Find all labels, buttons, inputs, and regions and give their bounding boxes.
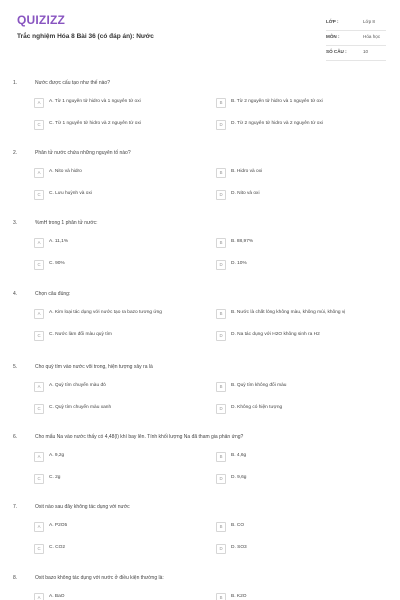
option-text: C. CO2 — [49, 545, 65, 550]
option-letter: B — [216, 309, 226, 319]
option-letter: A — [34, 522, 44, 532]
option-letter: B — [216, 593, 226, 600]
option-text: C. 2g — [49, 475, 61, 480]
option-letter: B — [216, 382, 226, 392]
option-text: A. Quỳ tím chuyển màu đỏ — [49, 383, 106, 388]
option-letter: B — [216, 98, 226, 108]
option-text: B. CO — [231, 523, 245, 528]
option-letter: C — [34, 190, 44, 200]
meta-value: 10 — [363, 49, 369, 54]
option-text: D. 9,6g — [231, 475, 247, 480]
option-letter: C — [34, 260, 44, 270]
option-letter: D — [216, 544, 226, 554]
question-text: Oxit nào sau đây không tác dụng với nước — [35, 504, 130, 510]
question-text: Phân tử nước chứa những nguyên tố nào? — [35, 150, 131, 156]
question-2 — [0, 150, 400, 220]
option-letter: A — [34, 238, 44, 248]
question-number: 3. — [13, 220, 18, 226]
option-text: C. Quỳ tím chuyển màu xanh — [49, 405, 112, 410]
meta-class — [326, 16, 386, 31]
option-letter: D — [216, 120, 226, 130]
meta-count — [326, 46, 386, 61]
option-letter: B — [216, 238, 226, 248]
option-text: A. Từ 1 nguyên tử hidro và 1 nguyên tử oxi — [49, 99, 141, 104]
option-text: D. SO3 — [231, 545, 247, 550]
meta-subject — [326, 31, 386, 46]
option-text: A. 9,2g — [49, 453, 65, 458]
quizizz-logo: QUIZIZZ — [17, 13, 66, 27]
question-number: 4. — [13, 291, 18, 297]
question-text: Chọn câu đúng: — [35, 291, 71, 297]
option-letter: D — [216, 331, 226, 341]
question-number: 5. — [13, 364, 18, 370]
option-text: D. 10% — [231, 261, 247, 266]
option-text: B. 88,97% — [231, 239, 254, 244]
option-letter: A — [34, 382, 44, 392]
option-text: C. 90% — [49, 261, 65, 266]
option-text: C. Nước làm đổi màu quỳ tím — [49, 332, 112, 337]
option-text: A. 11,1% — [49, 239, 69, 244]
option-letter: A — [34, 168, 44, 178]
option-text: B. 4,6g — [231, 453, 247, 458]
option-text: A. Kim loại tác dụng với nước tạo ra bazo tương ứng — [49, 310, 162, 315]
option-text: C. Từ 1 nguyên tử hidro và 2 nguyên tử oxi — [49, 121, 141, 126]
question-5 — [0, 364, 400, 434]
page-title: Trắc nghiệm Hóa 8 Bài 36 (có đáp án): Nước — [17, 33, 154, 40]
quiz-meta — [326, 16, 386, 61]
question-text: Cho mẩu Na vào nước thấy có 4,48(l) khí bay lên. Tính khối lượng Na đã tham gia phản ứng? — [35, 434, 244, 440]
question-6 — [0, 434, 400, 504]
option-letter: B — [216, 452, 226, 462]
question-text: Cho quỳ tím vào nước vôi trong, hiện tượng xảy ra là — [35, 364, 153, 370]
question-3 — [0, 220, 400, 290]
option-text: A. Nito và hidro — [49, 169, 82, 174]
meta-label: SỐ CÂU : — [326, 49, 347, 54]
question-number: 1. — [13, 80, 18, 86]
option-text: D. Na tác dụng với H2O không sinh ra H2 — [231, 332, 320, 337]
question-1 — [0, 80, 400, 150]
option-letter: C — [34, 404, 44, 414]
question-8 — [0, 575, 400, 600]
option-letter: C — [34, 120, 44, 130]
option-letter: C — [34, 544, 44, 554]
option-letter: B — [216, 168, 226, 178]
option-text: D. Nito và oxi — [231, 191, 260, 196]
question-text: Oxit bazo không tác dụng với nước ở điều kiện thường là: — [35, 575, 164, 581]
meta-label: LỚP : — [326, 19, 339, 24]
question-text: %mH trong 1 phân tử nước: — [35, 220, 98, 226]
option-letter: D — [216, 474, 226, 484]
option-text: D. Từ 2 nguyên tử hidro và 2 nguyên tử oxi — [231, 121, 323, 126]
question-7 — [0, 504, 400, 574]
meta-label: MÔN : — [326, 34, 340, 39]
option-letter: A — [34, 98, 44, 108]
meta-value: Hóa học — [363, 34, 381, 39]
option-text: B. K2O — [231, 594, 247, 599]
option-letter: C — [34, 331, 44, 341]
option-text: D. Không có hiện tượng — [231, 405, 283, 410]
option-letter: D — [216, 404, 226, 414]
question-number: 7. — [13, 504, 18, 510]
option-letter: A — [34, 593, 44, 600]
option-text: C. Lưu huỳnh và oxi — [49, 191, 92, 196]
option-text: A. P2O5 — [49, 523, 68, 528]
option-letter: A — [34, 309, 44, 319]
question-text: Nước được cấu tạo như thế nào? — [35, 80, 110, 86]
meta-value: Lớp 8 — [363, 19, 375, 24]
option-text: B. Từ 2 nguyên tử hidro và 1 nguyên tử oxi — [231, 99, 323, 104]
option-text: B. Hidro và oxi — [231, 169, 263, 174]
option-letter: D — [216, 260, 226, 270]
question-number: 2. — [13, 150, 18, 156]
question-number: 6. — [13, 434, 18, 440]
option-letter: D — [216, 190, 226, 200]
option-text: B. Nước là chất lỏng không màu, không mùi, không vị — [231, 310, 346, 315]
option-text: A. BaO — [49, 594, 65, 599]
question-number: 8. — [13, 575, 18, 581]
option-letter: C — [34, 474, 44, 484]
option-letter: A — [34, 452, 44, 462]
question-4 — [0, 291, 400, 361]
option-letter: B — [216, 522, 226, 532]
option-text: B. Quỳ tím không đổi màu — [231, 383, 287, 388]
